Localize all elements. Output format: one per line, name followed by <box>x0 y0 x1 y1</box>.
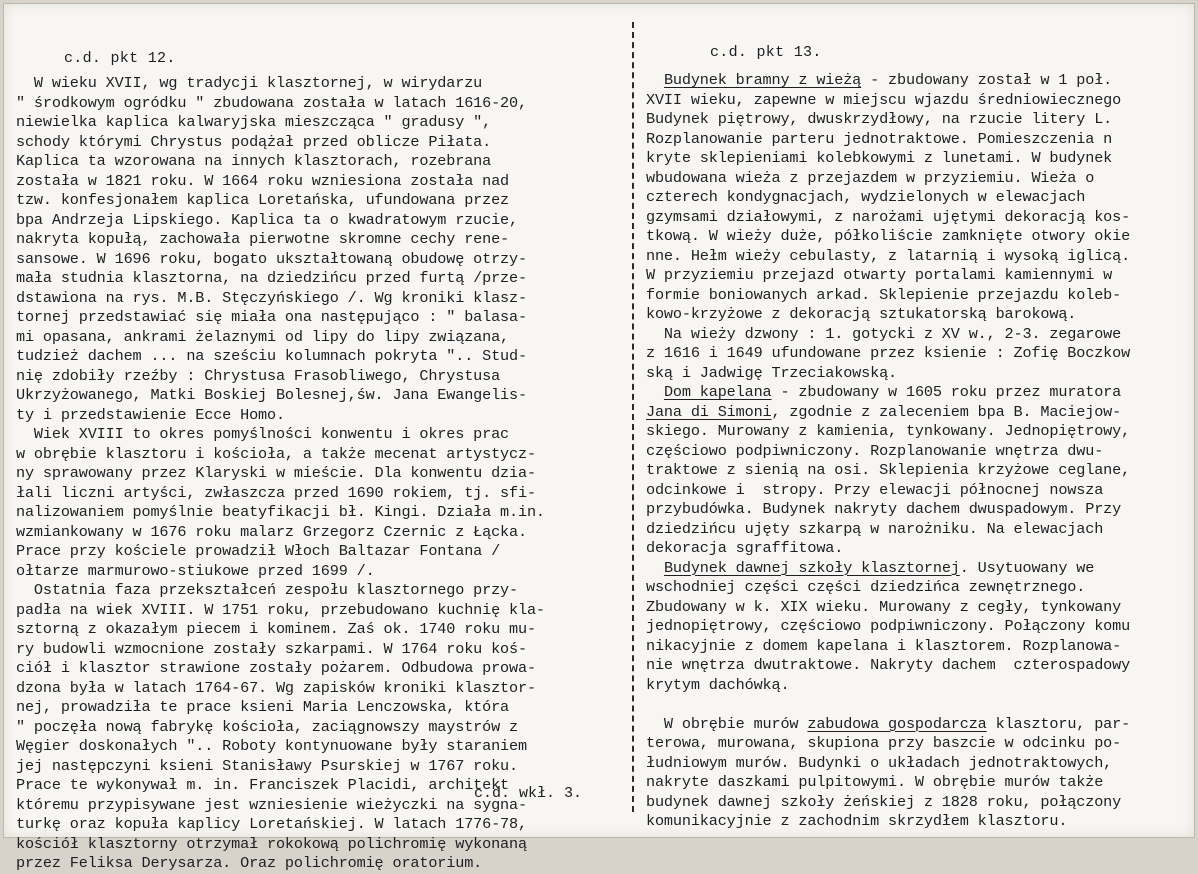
text-line: " poczęła nową fabrykę kościoła, zaciągnowszy maystrów z <box>16 717 518 736</box>
text-line <box>646 149 1130 169</box>
text-segment: łudniowym murów. Budynki o układach jednotraktowych, <box>646 753 1113 772</box>
text-line: została w 1821 roku. W 1664 roku wzniesiona została nad <box>16 171 510 190</box>
text-segment: Zbudowany w k. XIX wieku. Murowany z cegły, tynkowany <box>646 597 1122 616</box>
text-line: " środkowym ogródku " zbudowana została w latach 1616-20, <box>16 93 527 112</box>
text-line <box>646 656 1130 676</box>
text-segment: nikacyjnie z domem kapelana i klasztorem. Rozplanowa- <box>646 636 1122 655</box>
text-segment: czterech kondygnacjach, wydzielonych w elewacjach <box>646 188 1086 206</box>
text-line: dstawiona na rys. M.B. Stęczyńskiego /. Wg kroniki klasz- <box>16 288 527 307</box>
text-line <box>646 559 1130 579</box>
underlined-term: Dom kapelana <box>663 383 772 401</box>
text-line <box>646 715 1130 735</box>
text-line: nej, prowadziła te prace ksieni Maria Lenczowska, która <box>16 698 510 716</box>
text-segment: budynek dawnej szkoły żeńskiej z 1828 roku, połączony <box>646 792 1122 811</box>
text-segment: krytym dachówką. <box>646 675 790 694</box>
text-segment: wbudowana wieża z przejazdem w przyziemiu. Wieża o <box>646 168 1095 187</box>
typewritten-card <box>3 3 1195 872</box>
text-line: przez Feliksa Derysarza. Oraz polichromię oratorium. <box>16 854 483 872</box>
text-segment: tkową. W wieży duże, półkoliście zamknięte otwory okie <box>646 227 1131 245</box>
text-line: Prace przy kościele prowadził Włoch Baltazar Fontana / <box>16 542 501 560</box>
text-line <box>646 598 1130 618</box>
text-line <box>646 812 1130 832</box>
text-line <box>646 442 1130 462</box>
text-segment: gzymsami działowymi, z narożami ujętymi dekoracją kos- <box>646 207 1131 226</box>
text-line: padła na wiek XVIII. W 1751 roku, przebudowano kuchnię kla- <box>16 600 545 619</box>
text-segment: traktowe z sienią na osi. Sklepienia krzyżowe ceglane, <box>646 461 1131 479</box>
text-line <box>646 344 1130 364</box>
text-line <box>646 578 1130 598</box>
text-line <box>646 539 1130 559</box>
underlined-term: Budynek dawnej szkoły klasztornej <box>663 558 960 577</box>
text-line <box>646 773 1130 793</box>
text-segment: przybudówka. Budynek nakryty dachem dwuspadowym. Przy <box>646 500 1122 518</box>
text-segment: częściowo podpiwniczony. Rozplanowanie wnętrza dwu- <box>646 441 1104 460</box>
text-line: sztorną z okazałym piecem i kominem. Zaś ok. 1740 roku mu- <box>16 620 536 638</box>
text-line <box>646 110 1130 130</box>
text-segment: XVII wieku, zapewne w miejscu wjazdu średniowiecznego <box>646 90 1122 109</box>
text-line <box>646 695 1130 715</box>
text-line: nalizowaniem pomyślnie beatyfikacji bł. Kingi. Działa m.in. <box>16 503 545 521</box>
text-line: Węgier doskonałych ".. Roboty kontynuowane były staraniem <box>16 737 527 755</box>
text-line: tornej przedstawiać się miała ona następująco : " balasa- <box>16 308 527 326</box>
underlined-term: Jana di Simoni <box>646 402 772 421</box>
text-line <box>646 520 1130 540</box>
text-line: kościół klasztorny otrzymał rokokową polichromię wykonaną <box>16 834 527 853</box>
text-segment: . Usytuowany we <box>959 558 1095 577</box>
text-line: nię zdobiły rzeźby : Chrystusa Frasobliwego, Chrystusa <box>16 366 501 385</box>
text-line <box>646 637 1130 657</box>
left-page-footer: c.d. wkł. 3. <box>474 785 583 802</box>
text-line: Kaplica ta wzorowana na innych klasztorach, rozebrana <box>16 152 492 170</box>
text-segment: ską i Jadwigę Trzeciakowską. <box>646 363 897 382</box>
text-line: jej następczyni ksieni Stanisławy Psurskiej w 1767 roku. <box>16 756 518 775</box>
text-line <box>646 481 1130 501</box>
text-segment: Budynek piętrowy, dwuskrzydłowy, na rzucie litery L. <box>646 110 1113 128</box>
text-segment: nie wnętrza dwutraktowe. Nakryty dachem czterospadowy <box>646 656 1131 674</box>
text-segment: dekoracja sgraffitowa. <box>646 539 844 557</box>
text-line: któremu przypisywane jest wzniesienie wieżyczki na sygna- <box>16 795 527 814</box>
text-line: ny sprawowany przez Klaryski w mieście. Dla konwentu dzia- <box>16 464 536 482</box>
left-page-body <box>16 74 545 874</box>
text-segment <box>646 559 664 577</box>
text-segment: - zbudowany w 1605 roku przez muratora <box>771 383 1122 401</box>
right-page-body <box>646 71 1130 832</box>
text-line <box>646 286 1130 306</box>
text-line: W wieku XVII, wg tradycji klasztornej, w wirydarzu <box>16 74 483 92</box>
text-segment <box>646 71 664 89</box>
text-line <box>646 461 1130 481</box>
text-segment: jednopiętrowy, częściowo podpiwniczony. Połączony komu <box>646 617 1131 635</box>
text-line <box>646 364 1130 384</box>
text-segment: W przyziemiu przejazd otwarty portalami kamiennymi w <box>646 266 1113 284</box>
text-segment: nne. Hełm wieży cebulasty, z latarnią i wysoką iglicą. <box>646 246 1131 265</box>
text-segment: kryte sklepieniami kolebkowymi z lunetami. W budynek <box>646 149 1113 167</box>
text-line: Wiek XVIII to okres pomyślności konwentu i okres prac <box>16 425 510 443</box>
text-line <box>646 247 1130 267</box>
text-line: turkę oraz kopuła kaplicy Loretańskiej. W latach 1776-78, <box>16 815 527 833</box>
text-segment: - zbudowany został w 1 poł. <box>861 71 1113 89</box>
text-line <box>646 188 1130 208</box>
text-line: w obrębie klasztoru i kościoła, a także mecenat artystycz- <box>16 444 536 463</box>
text-segment: nakryte daszkami pulpitowymi. W obrębie murów także <box>646 773 1104 791</box>
text-segment: terowa, murowana, skupiona przy baszcie w odcinku po- <box>646 734 1122 752</box>
text-line: ciół i klasztor strawione zostały pożarem. Odbudowa prowa- <box>16 659 536 677</box>
text-line: Ostatnia faza przekształceń zespołu klasztornego przy- <box>16 581 518 599</box>
text-segment: dziedzińcu ujęty szkarpą w narożniku. Na elewacjach <box>646 519 1104 538</box>
text-segment: klasztoru, par- <box>986 714 1131 733</box>
left-page-heading: c.d. pkt 12. <box>64 50 176 67</box>
text-line: ry budowli wzmocnione zostały szkarpami. W 1764 roku koś- <box>16 639 527 658</box>
text-line <box>646 754 1130 774</box>
text-segment: Na wieży dzwony : 1. gotycki z XV w., 2-3. zegarowe <box>646 324 1122 343</box>
text-segment: wschodniej części części dziedzińca zewnętrznego. <box>646 578 1086 596</box>
text-line: dzona była w latach 1764-67. Wg zapisków kroniki klasztor- <box>16 678 536 697</box>
text-line <box>646 208 1130 228</box>
text-line <box>646 305 1130 325</box>
text-line <box>646 91 1130 111</box>
text-line: tudzież dachem ... na sześciu kolumnach pokryta ".. Stud- <box>16 347 527 365</box>
text-line: nakryta kopułą, zachowała pierwotne skromne cechy rene- <box>16 230 510 248</box>
text-segment: odcinkowe i stropy. Przy elewacji północnej nowsza <box>646 480 1104 499</box>
text-line <box>646 403 1130 423</box>
text-line <box>646 422 1130 442</box>
text-line <box>646 227 1130 247</box>
text-segment: komunikacyjnie z zachodnim skrzydłem klasztoru. <box>646 812 1068 830</box>
text-segment: skiego. Murowany z kamienia, tynkowany. Jednopiętrowy, <box>646 422 1131 440</box>
text-line <box>646 500 1130 520</box>
text-segment: kowo-krzyżowe z dekoracją sztukatorską barokową. <box>646 305 1077 323</box>
text-line: schody którymi Chrystus podążał przed oblicze Piłata. <box>16 132 492 151</box>
text-line <box>646 325 1130 345</box>
text-line: mi opasana, ankrami żelaznymi od lipy do lipy związana, <box>16 327 510 346</box>
text-line <box>646 617 1130 637</box>
text-segment: formie boniowanych arkad. Sklepienie przejazdu koleb- <box>646 285 1122 304</box>
text-line: wzmiankowany w 1676 roku malarz Grzegorz Czernic z Łącka. <box>16 522 527 541</box>
text-line: Prace te wykonywał m. in. Franciszek Placidi, architekt <box>16 776 510 794</box>
text-line: łali liczni artyści, zwłaszcza przed 1690 rokiem, tj. sfi- <box>16 483 536 502</box>
text-line: ołtarze marmurowo-stiukowe przed 1699 /. <box>16 561 375 580</box>
text-line <box>646 676 1130 696</box>
text-line <box>646 130 1130 150</box>
text-line <box>646 169 1130 189</box>
text-line: mała studnia klasztorna, na dziedzińcu przed furtą /prze- <box>16 269 527 287</box>
text-line: niewielka kaplica kalwaryjska mieszcząca " gradusy ", <box>16 113 492 131</box>
text-line <box>646 266 1130 286</box>
text-segment <box>646 383 664 401</box>
text-line <box>646 71 1130 91</box>
underlined-term: zabudowa gospodarcza <box>807 714 987 733</box>
right-page-heading: c.d. pkt 13. <box>710 44 822 61</box>
text-segment: z 1616 i 1649 ufundowane przez ksienie : Zofię Boczkow <box>646 344 1131 362</box>
text-segment: W obrębie murów <box>646 714 808 733</box>
underlined-term: Budynek bramny z wieżą <box>663 71 862 89</box>
text-line <box>646 383 1130 403</box>
text-line <box>646 734 1130 754</box>
text-line: Ukrzyżowanego, Matki Boskiej Bolesnej,św. Jana Ewangelis- <box>16 386 527 404</box>
text-line: ty i przedstawienie Ecce Homo. <box>16 405 285 424</box>
page-divider <box>632 22 634 812</box>
text-line: sansowe. W 1696 roku, bogato ukształtowaną obudowę otrzy- <box>16 249 527 268</box>
text-line: tzw. konfesjonałem kaplica Loretańska, ufundowana przez <box>16 191 510 209</box>
text-segment: Rozplanowanie parteru jednotraktowe. Pomieszczenia n <box>646 129 1113 148</box>
text-segment: , zgodnie z zaleceniem bpa B. Maciejow- <box>771 402 1122 421</box>
text-line <box>646 793 1130 813</box>
text-line: bpa Andrzeja Lipskiego. Kaplica ta o kwadratowym rzucie, <box>16 210 518 229</box>
